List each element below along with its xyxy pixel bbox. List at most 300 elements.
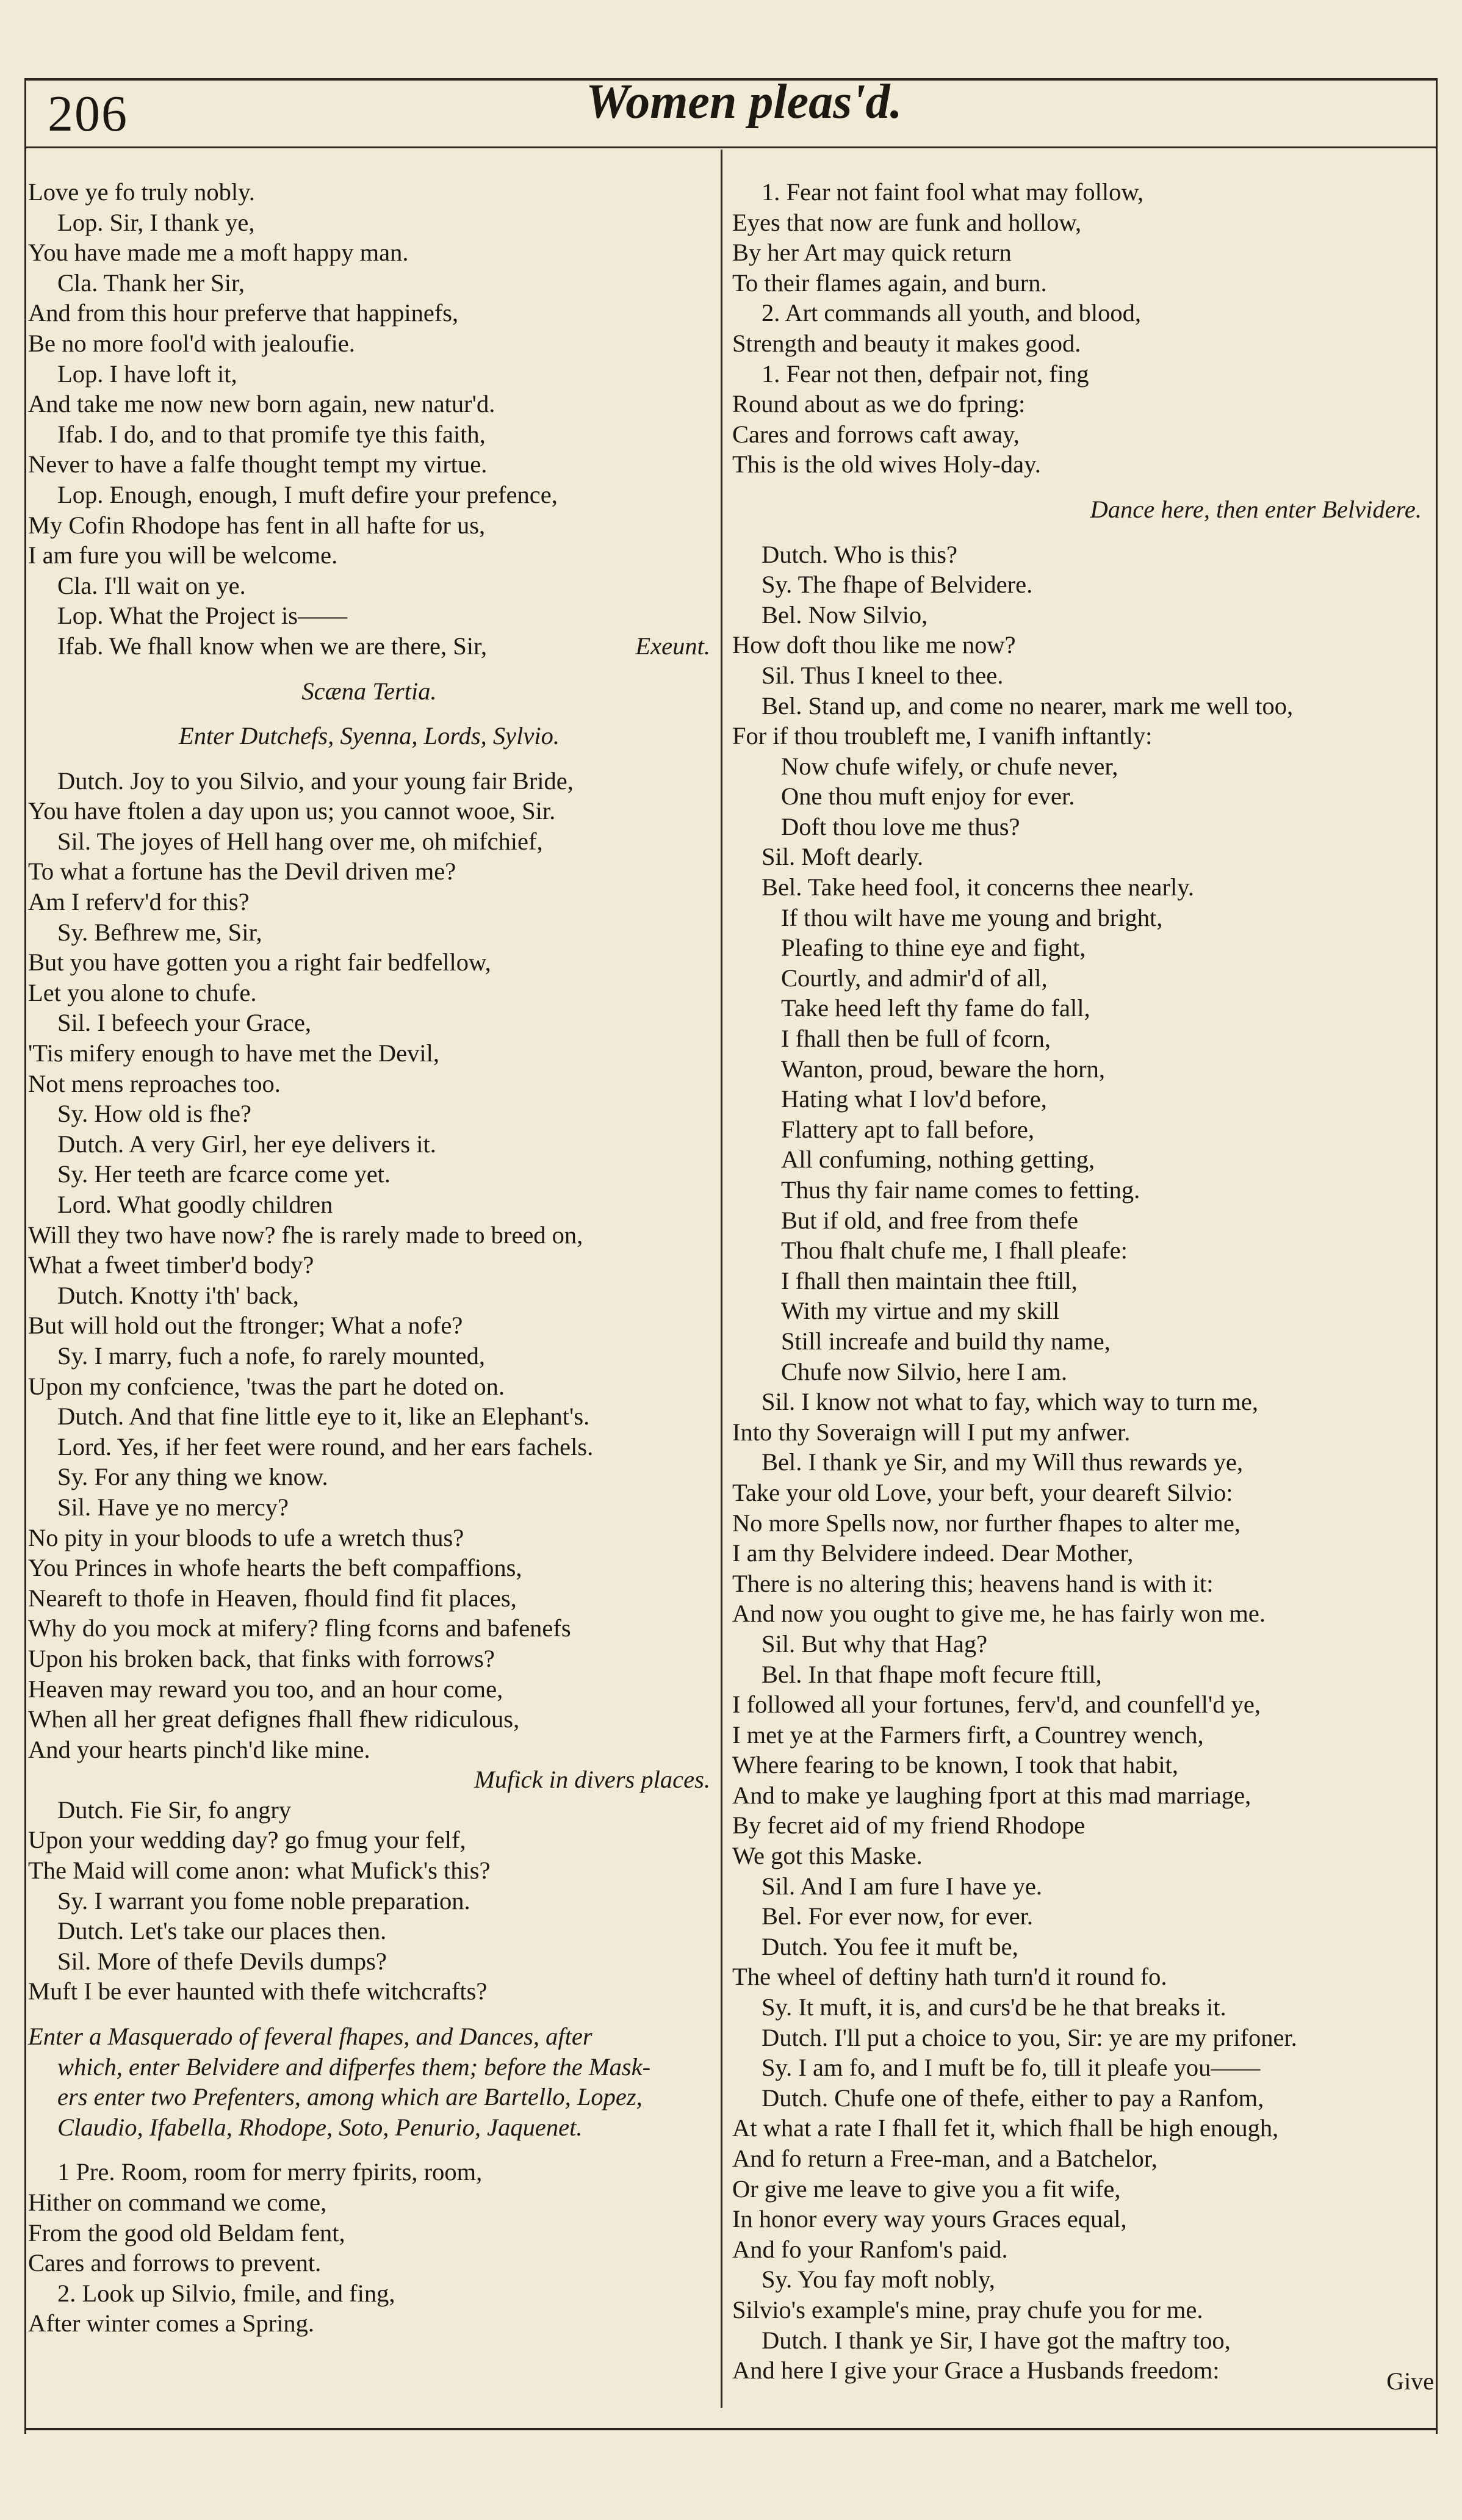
line-text: Claudio, Ifabella, Rhodope, Soto, Penurio, Jaquenet. [57, 2113, 583, 2141]
line-text: Or give me leave to give you a fit wife, [732, 2175, 1121, 2203]
line-text: Bel. I thank ye Sir, and my Will thus rewards ye, [762, 1448, 1243, 1476]
line-text: You have ftolen a day upon us; you cannot wooe, Sir. [28, 797, 556, 825]
verse-line [28, 1825, 710, 1855]
page-number: 206 [48, 85, 128, 142]
line-text: Sy. Befhrew me, Sir, [57, 918, 262, 946]
line-text: And fo return a Free-man, and a Batchelor, [732, 2145, 1158, 2172]
verse-line [732, 1296, 1422, 1326]
verse-line [732, 2264, 1422, 2295]
line-text: Heaven may reward you too, and an hour come, [28, 1675, 503, 1703]
line-text: Upon your wedding day? go fmug your felf, [28, 1826, 466, 1854]
exit-direction: Exeunt. [635, 632, 710, 660]
line-text: Lop. Enough, enough, I muft defire your prefence, [57, 480, 558, 508]
line-text: Sil. And I am fure I have ye. [762, 1872, 1042, 1900]
line-text: Will they two have now? fhe is rarely made to breed on, [28, 1221, 583, 1249]
verse-line [732, 872, 1422, 903]
verse-line [732, 600, 1422, 630]
stage-direction-line [28, 2112, 710, 2143]
line-text: To what a fortune has the Devil driven me? [28, 857, 456, 886]
verse-line [28, 887, 710, 917]
line-text: 'Tis mifery enough to have met the Devil, [28, 1039, 439, 1067]
line-text: Where fearing to be known, I took that habit, [732, 1751, 1179, 1779]
centered-heading [28, 721, 710, 751]
line-text: Dutch. I'll put a choice to you, Sir: ye are my prifoner. [762, 2023, 1297, 2051]
verse-line [28, 1129, 710, 1160]
line-text: Not mens reproaches too. [28, 1069, 281, 1097]
verse-line [732, 630, 1422, 660]
verse-line [28, 2308, 710, 2339]
line-text: Lord. Yes, if her feet were round, and her ears fachels. [57, 1432, 594, 1460]
verse-line [28, 2187, 710, 2218]
line-text: Now chufe wifely, or chufe never, [781, 752, 1118, 780]
line-text: And take me now new born again, new natur'd. [28, 390, 495, 418]
line-text: Enter Dutchefs, Syenna, Lords, Sylvio. [179, 722, 560, 750]
line-text: I am thy Belvidere indeed. Dear Mother, [732, 1539, 1134, 1567]
verse-line [28, 1735, 710, 1765]
blank-line [28, 751, 710, 766]
line-text: Dutch. A very Girl, her eye delivers it. [57, 1130, 436, 1158]
verse-line [732, 419, 1422, 450]
stage-direction [732, 494, 1422, 525]
line-text: Lop. I have loft it, [57, 359, 237, 388]
line-text: Strength and beauty it makes good. [732, 329, 1081, 357]
verse-line [732, 1598, 1422, 1629]
verse-line [732, 812, 1422, 842]
verse-line [28, 359, 710, 389]
line-text: Sy. I marry, fuch a nofe, fo rarely mounted, [57, 1341, 485, 1370]
line-text: Cla. Thank her Sir, [57, 269, 245, 297]
centered-heading [28, 676, 710, 707]
line-text: 2. Art commands all youth, and blood, [762, 299, 1142, 327]
verse-line [28, 1492, 710, 1523]
verse-line [732, 1266, 1422, 1296]
line-text: With my virtue and my skill [781, 1297, 1060, 1325]
verse-line [28, 1583, 710, 1614]
line-text: which, enter Belvidere and difperfes them; before the Mask- [57, 2052, 651, 2081]
left-frame-rule [24, 78, 26, 2434]
line-text: But you have gotten you a right fair bedfellow, [28, 948, 491, 977]
line-text: When all her great defignes fhall fhew ridiculous, [28, 1705, 520, 1733]
line-text: From the good old Beldam fent, [28, 2219, 345, 2247]
line-text: I fhall then be full of fcorn, [781, 1025, 1051, 1053]
verse-line [28, 1099, 710, 1129]
verse-line [732, 1932, 1422, 1962]
verse-line [28, 766, 710, 796]
line-text: Take heed left thy fame do fall, [781, 994, 1090, 1022]
verse-line [28, 978, 710, 1008]
verse-line [732, 1357, 1422, 1387]
line-text: What a fweet timber'd body? [28, 1251, 314, 1279]
verse-line [732, 2174, 1422, 2204]
line-text: And fo your Ranfom's paid. [732, 2235, 1008, 2263]
line-text: At what a rate I fhall fet it, which fhall be high enough, [732, 2114, 1279, 2142]
line-text: We got this Maske. [732, 1842, 923, 1870]
line-text: Cla. I'll wait on ye. [57, 571, 246, 599]
verse-line [732, 691, 1422, 721]
line-text: Sy. Her teeth are fcarce come yet. [57, 1160, 391, 1188]
verse-line [28, 480, 710, 510]
verse-line [732, 933, 1422, 963]
verse-line [732, 449, 1422, 480]
line-text: Sil. I know not what to fay, which way to turn me, [762, 1388, 1258, 1416]
line-text: Dutch. Chufe one of thefe, either to pay a Ranfom, [762, 2084, 1264, 2112]
line-text: Dutch. Let's take our places then. [57, 1917, 387, 1945]
line-text: I fhall then maintain thee ftill, [781, 1266, 1078, 1294]
verse-line [28, 208, 710, 238]
verse-line [732, 1992, 1422, 2023]
header-rule [24, 146, 1438, 148]
verse-line [28, 1280, 710, 1311]
line-text: If thou wilt have me young and bright, [781, 903, 1163, 931]
verse-line [732, 328, 1422, 359]
verse-line [732, 1205, 1422, 1236]
verse-line [732, 1659, 1422, 1690]
line-text: One thou muft enjoy for ever. [781, 782, 1075, 811]
verse-line [28, 601, 710, 631]
line-text: By her Art may quick return [732, 239, 1012, 267]
line-text: Dutch. Who is this? [762, 540, 957, 568]
verse-line [28, 947, 710, 978]
line-text: After winter comes a Spring. [28, 2309, 314, 2338]
verse-line [28, 1401, 710, 1432]
bottom-rule [24, 2428, 1438, 2430]
right-frame-rule [1436, 78, 1438, 2434]
verse-line [28, 1523, 710, 1553]
line-text: Sy. For any thing we know. [57, 1463, 328, 1491]
line-text: Lord. What goodly children [57, 1191, 333, 1218]
line-text: I am fure you will be welcome. [28, 541, 338, 569]
line-text: Lop. What the Project is—— [57, 602, 348, 630]
line-text: And now you ought to give me, he has fairly won me. [732, 1600, 1266, 1628]
line-text: There is no altering this; heavens hand is with it: [732, 1569, 1214, 1597]
line-text: Flattery apt to fall before, [781, 1115, 1034, 1143]
line-text: 2. Look up Silvio, fmile, and fing, [57, 2279, 395, 2307]
verse-line [28, 1159, 710, 1190]
verse-line [732, 1750, 1422, 1780]
line-text: Dutch. I thank ye Sir, I have got the maftry too, [762, 2326, 1231, 2354]
verse-line [28, 2248, 710, 2278]
verse-line [732, 1901, 1422, 1932]
catchword: Give [1386, 2367, 1434, 2395]
line-text: Upon my confcience, 'twas the part he doted on. [28, 1372, 505, 1400]
blank-line [732, 480, 1422, 494]
verse-line [732, 1144, 1422, 1175]
verse-line [732, 1478, 1422, 1508]
verse-line [732, 1780, 1422, 1811]
verse-line [28, 298, 710, 328]
line-text: Enter a Masquerado of feveral fhapes, and Dances, after [28, 2023, 592, 2051]
verse-line [732, 540, 1422, 570]
verse-line [732, 1569, 1422, 1599]
verse-line [28, 1613, 710, 1644]
blank-line [28, 2007, 710, 2021]
line-text: Bel. In that fhape moft fecure ftill, [762, 1660, 1102, 1688]
verse-line [732, 1326, 1422, 1357]
column-rule [721, 150, 722, 2408]
line-text: ers enter two Prefenters, among which are Bartello, Lopez, [57, 2083, 643, 2111]
line-text: Bel. Stand up, and come no nearer, mark me well too, [762, 691, 1294, 720]
verse-line [732, 1084, 1422, 1114]
line-text: Hating what I lov'd before, [781, 1085, 1047, 1113]
verse-line [28, 419, 710, 450]
line-text: But will hold out the ftronger; What a nofe? [28, 1312, 463, 1340]
verse-line [28, 1916, 710, 1946]
verse-line [732, 237, 1422, 268]
line-text: Let you alone to chufe. [28, 978, 257, 1006]
verse-line [28, 1674, 710, 1705]
line-text: For if thou troubleft me, I vanifh inftantly: [732, 722, 1153, 750]
line-text: Thus thy fair name comes to fetting. [781, 1176, 1140, 1204]
verse-line [732, 721, 1422, 751]
verse-line [732, 1871, 1422, 1902]
line-text: And to make ye laughing fport at this mad marriage, [732, 1781, 1251, 1809]
verse-line [732, 842, 1422, 872]
right-column [732, 177, 1422, 2386]
line-text: Sy. I am fo, and I muft be fo, till it pleafe you—— [762, 2054, 1261, 2082]
verse-line [732, 1054, 1422, 1085]
verse-line [732, 359, 1422, 389]
verse-line [28, 571, 710, 601]
verse-line [28, 2278, 710, 2309]
line-text: Hither on command we come, [28, 2189, 327, 2216]
line-text: Never to have a falfe thought tempt my virtue. [28, 450, 488, 478]
line-text: How doft thou like me now? [732, 631, 1016, 659]
line-text: I followed all your fortunes, ferv'd, and counfell'd ye, [732, 1691, 1261, 1719]
stage-direction-line [28, 2052, 710, 2082]
verse-line [732, 177, 1422, 208]
verse-line [732, 1235, 1422, 1266]
verse-line [732, 268, 1422, 298]
verse-line [28, 1946, 710, 1977]
verse-line [28, 631, 710, 662]
line-text: Why do you mock at mifery? fling fcorns and bafenefs [28, 1614, 571, 1642]
verse-line [28, 1704, 710, 1735]
line-text: Take your old Love, your beft, your deareft Silvio: [732, 1478, 1233, 1506]
line-text: Muft I be ever haunted with thefe witchcrafts? [28, 1977, 488, 2006]
line-text: Sy. I warrant you fome noble preparation. [57, 1886, 470, 1915]
stage-direction-line [28, 2082, 710, 2112]
verse-line [732, 1447, 1422, 1478]
blank-line [28, 2142, 710, 2157]
verse-line [732, 660, 1422, 691]
verse-line [28, 1886, 710, 1916]
verse-line [28, 328, 710, 359]
line-text: Sil. Have ye no mercy? [57, 1493, 289, 1521]
line-text: Upon his broken back, that finks with forrows? [28, 1644, 495, 1672]
verse-line [732, 903, 1422, 933]
verse-line [28, 856, 710, 887]
verse-line [28, 1220, 710, 1251]
line-text: Sil. I befeech your Grace, [57, 1009, 312, 1037]
line-text: And from this hour preferve that happinefs, [28, 299, 459, 327]
verse-line [28, 917, 710, 948]
line-text: I met ye at the Farmers firft, a Countrey wench, [732, 1720, 1204, 1749]
line-text: Chufe now Silvio, here I am. [781, 1357, 1068, 1385]
verse-line [732, 1508, 1422, 1539]
line-text: To their flames again, and burn. [732, 269, 1047, 297]
line-text: Eyes that now are funk and hollow, [732, 208, 1082, 236]
verse-line [28, 2157, 710, 2187]
verse-line [28, 796, 710, 826]
verse-line [732, 2023, 1422, 2053]
line-text: Pleafing to thine eye and fight, [781, 934, 1086, 962]
verse-line [28, 1341, 710, 1371]
line-text: 1. Fear not then, defpair not, fing [762, 359, 1089, 388]
line-text: Ifab. I do, and to that promife tye this faith, [57, 420, 486, 448]
line-text: The wheel of deftiny hath turn'd it round fo. [732, 1963, 1167, 1991]
line-text: In honor every way yours Graces equal, [732, 2205, 1127, 2233]
verse-line [732, 2083, 1422, 2114]
verse-line [28, 1644, 710, 1674]
line-text: Sy. You fay moft nobly, [762, 2265, 995, 2294]
running-head: Women pleas'd. [586, 75, 902, 129]
line-text: Bel. Take heed fool, it concerns thee nearly. [762, 873, 1195, 901]
verse-line [28, 1432, 710, 1462]
line-text: Bel. Now Silvio, [762, 601, 928, 629]
blank-line [28, 706, 710, 721]
line-text: Scæna Tertia. [301, 677, 437, 705]
line-text: All confuming, nothing getting, [781, 1146, 1095, 1174]
verse-line [732, 1417, 1422, 1448]
verse-line [732, 751, 1422, 782]
verse-line [28, 1069, 710, 1099]
line-text: Dutch. And that fine little eye to it, like an Elephant's. [57, 1403, 590, 1431]
verse-line [28, 826, 710, 857]
line-text: Sil. More of thefe Devils dumps? [57, 1947, 387, 1975]
line-text: Still increafe and build thy name, [781, 1327, 1111, 1355]
verse-line [28, 1008, 710, 1038]
line-text: Neareft to thofe in Heaven, fhould find fit places, [28, 1584, 517, 1612]
line-text: Thou fhalt chufe me, I fhall pleafe: [781, 1237, 1128, 1265]
line-text: Sy. How old is fhe? [57, 1100, 251, 1128]
line-text: Wanton, proud, beware the horn, [781, 1055, 1105, 1083]
verse-line [732, 2355, 1422, 2386]
line-text: Lop. Sir, I thank ye, [57, 208, 255, 236]
verse-line [732, 2052, 1422, 2083]
verse-line [28, 1976, 710, 2007]
verse-line [732, 1962, 1422, 1992]
verse-line [732, 2234, 1422, 2265]
line-text: But if old, and free from thefe [781, 1206, 1078, 1234]
blank-line [28, 662, 710, 676]
verse-line [732, 1024, 1422, 1054]
line-text: Round about as we do fpring: [732, 390, 1026, 418]
verse-line [28, 449, 710, 480]
verse-line [732, 2143, 1422, 2174]
line-text: 1. Fear not faint fool what may follow, [762, 178, 1144, 206]
left-column [28, 177, 710, 2339]
line-text: Love ye fo truly nobly. [28, 178, 255, 206]
verse-line [28, 1855, 710, 1886]
verse-line [28, 237, 710, 268]
line-text: My Cofin Rhodope has fent in all hafte for us, [28, 511, 486, 539]
verse-line [732, 1629, 1422, 1659]
line-text: You have made me a moft happy man. [28, 239, 409, 267]
line-text: Sil. Thus I kneel to thee. [762, 661, 1004, 689]
line-text: Cares and forrows to prevent. [28, 2249, 322, 2277]
verse-line [732, 1841, 1422, 1871]
verse-line [732, 2295, 1422, 2325]
line-text: Sy. It muft, it is, and curs'd be he that breaks it. [762, 1993, 1226, 2021]
line-text: And here I give your Grace a Husbands freedom: [732, 2356, 1220, 2385]
line-text: Sil. Moft dearly. [762, 843, 924, 871]
verse-line [732, 1689, 1422, 1720]
verse-line [28, 1462, 710, 1492]
line-text: Be no more fool'd with jealoufie. [28, 329, 355, 357]
verse-line [732, 1538, 1422, 1569]
verse-line [28, 1038, 710, 1069]
line-text: Dutch. Knotty i'th' back, [57, 1281, 299, 1309]
line-text: Courtly, and admir'd of all, [781, 964, 1048, 992]
line-text: Cares and forrows caft away, [732, 420, 1020, 448]
line-text: Dutch. Joy to you Silvio, and your young fair Bride, [57, 767, 574, 795]
verse-line [732, 569, 1422, 600]
line-text: Into thy Soveraign will I put my anfwer. [732, 1418, 1131, 1446]
verse-line [732, 2204, 1422, 2234]
line-text: Dance here, then enter Belvidere. [1090, 495, 1422, 523]
line-text: Doft thou love me thus? [781, 812, 1020, 840]
line-text: Am I referv'd for this? [28, 888, 250, 916]
verse-line [732, 1720, 1422, 1750]
verse-line [732, 208, 1422, 238]
verse-line [732, 1387, 1422, 1417]
line-text: Silvio's example's mine, pray chufe you for me. [732, 2295, 1203, 2323]
verse-line [732, 993, 1422, 1024]
line-text: Sy. The fhape of Belvidere. [762, 571, 1033, 599]
line-text: No pity in your bloods to ufe a wretch thus? [28, 1523, 464, 1551]
verse-line [28, 389, 710, 419]
line-text: No more Spells now, nor further fhapes to alter me, [732, 1509, 1241, 1537]
line-text: Bel. For ever now, for ever. [762, 1902, 1033, 1930]
line-text: By fecret aid of my friend Rhodope [732, 1811, 1086, 1839]
verse-line [28, 1795, 710, 1825]
verse-line [28, 1190, 710, 1220]
line-text: Sil. But why that Hag? [762, 1630, 988, 1658]
verse-line [28, 540, 710, 571]
verse-line [732, 389, 1422, 419]
verse-line [28, 1371, 710, 1402]
line-text: Mufick in divers places. [474, 1766, 710, 1794]
verse-line [732, 2113, 1422, 2143]
verse-line [732, 781, 1422, 812]
line-text: This is the old wives Holy-day. [732, 450, 1041, 478]
line-text: Dutch. Fie Sir, fo angry [57, 1796, 292, 1824]
verse-line [28, 510, 710, 541]
verse-line [28, 268, 710, 298]
stage-direction-line [28, 2021, 710, 2052]
line-text: And your hearts pinch'd like mine. [28, 1735, 370, 1763]
verse-line [28, 1553, 710, 1583]
verse-line [28, 1310, 710, 1341]
verse-line [28, 2218, 710, 2248]
stage-direction [28, 1764, 710, 1795]
verse-line [28, 177, 710, 208]
verse-line [732, 1810, 1422, 1841]
line-text: Sil. The joyes of Hell hang over me, oh mifchief, [57, 827, 543, 855]
verse-line [28, 1250, 710, 1280]
line-text: 1 Pre. Room, room for merry fpirits, room, [57, 2158, 483, 2186]
line-text: Dutch. You fee it muft be, [762, 1932, 1018, 1960]
verse-line [732, 1175, 1422, 1205]
verse-line [732, 298, 1422, 328]
blank-line [732, 525, 1422, 540]
verse-line [732, 963, 1422, 994]
line-text: Ifab. We fhall know when we are there, Sir, [57, 632, 487, 660]
line-text: You Princes in whofe hearts the beft compaffions, [28, 1554, 522, 1582]
line-text: The Maid will come anon: what Mufick's this? [28, 1857, 491, 1885]
verse-line [732, 1114, 1422, 1145]
verse-line [732, 2325, 1422, 2356]
